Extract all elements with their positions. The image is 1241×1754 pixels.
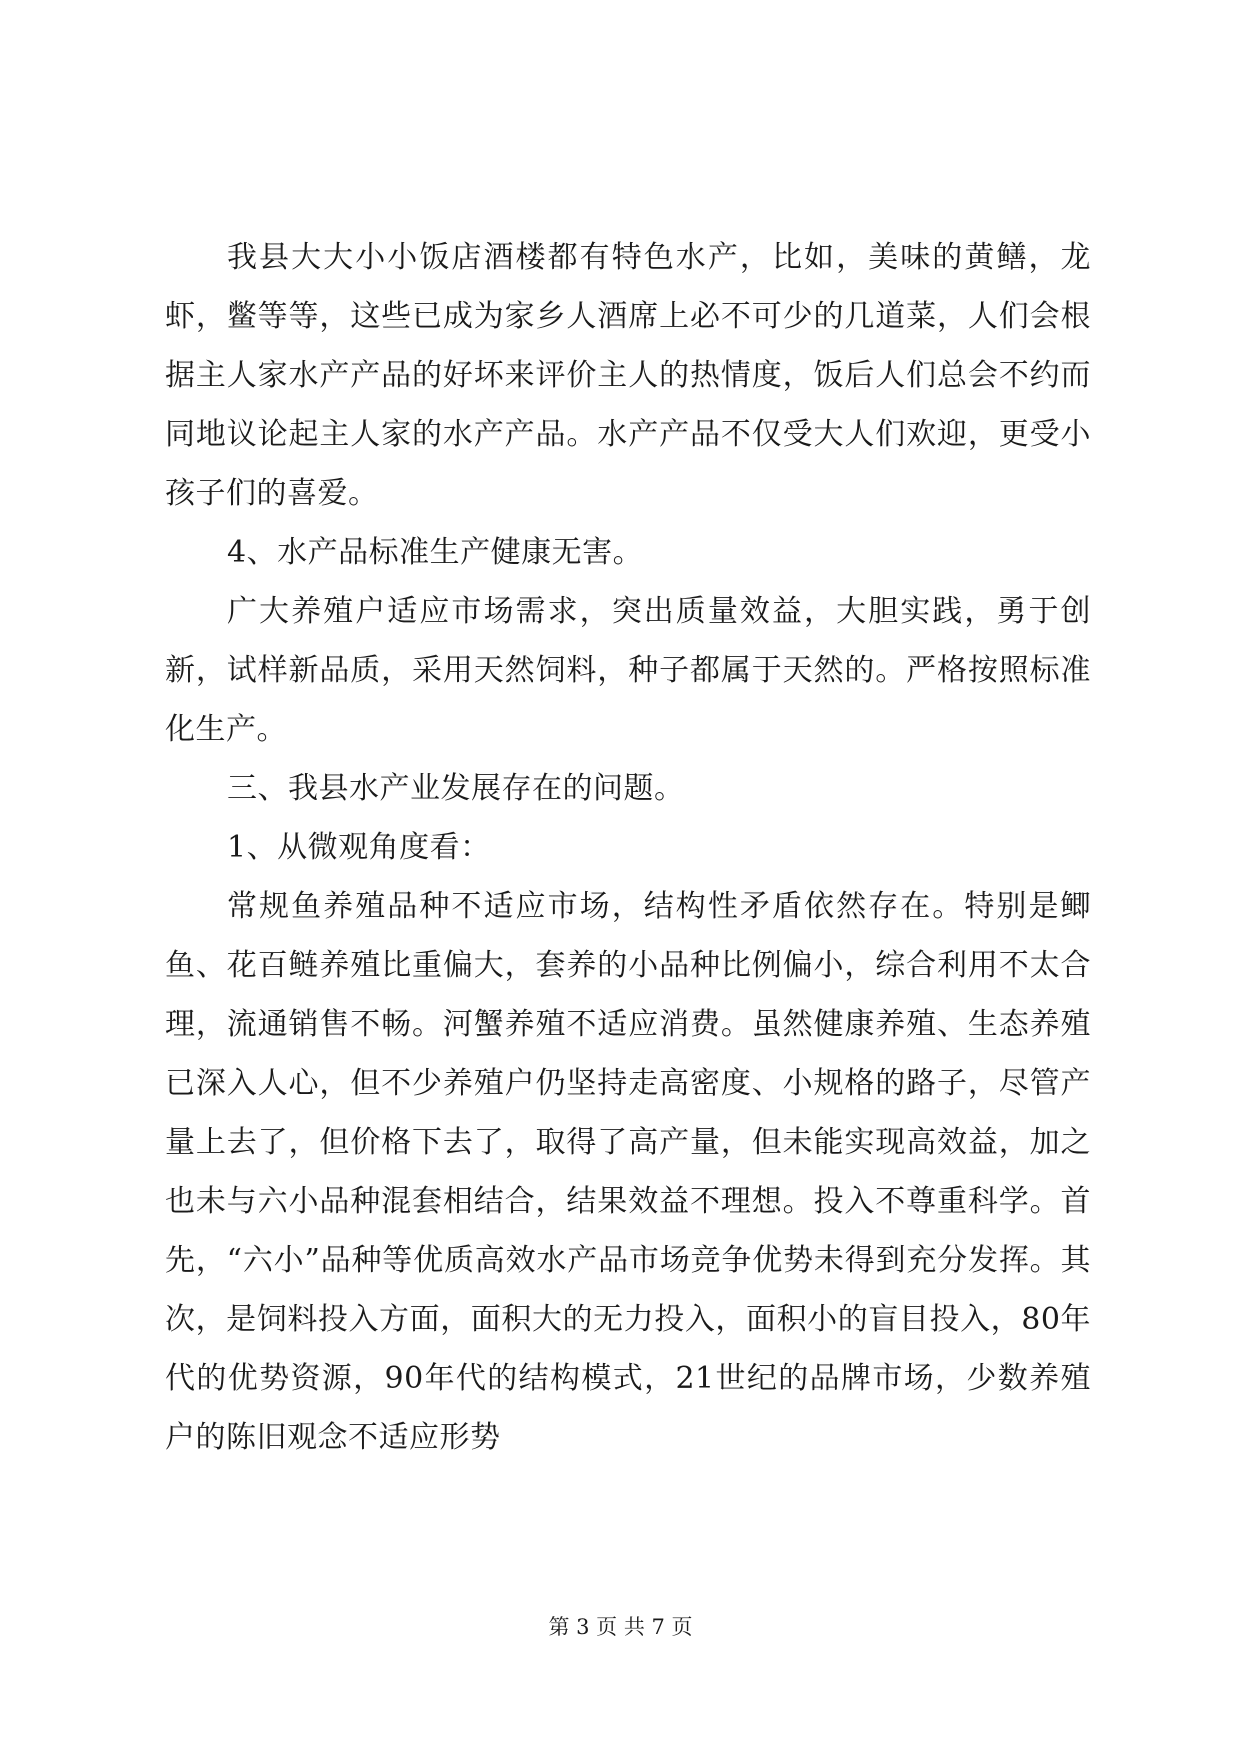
paragraph-heading-micro-perspective: 1、从微观角度看： <box>227 830 491 865</box>
paragraph-farmers-adapt-market: 广大养殖户适应市场需求，突出质量效益，大胆实践，勇于创新，试样新品质，采用天然饲料，种子都属于天然的。严格按照标准化生产。 <box>165 594 1091 747</box>
document-body <box>165 228 1091 1467</box>
page-number-footer: 第 3 页 共 7 页 <box>548 1615 693 1639</box>
paragraph-heading-standard-production: 4、水产品标准生产健康无害。 <box>227 535 644 570</box>
paragraph-restaurant-specialties: 我县大大小小饭店酒楼都有特色水产，比如，美味的黄鳝，龙虾，鳖等等，这些已成为家乡人酒席上必不可少的几道菜，人们会根据主人家水产产品的好坏来评价主人的热情度，饭后人们总会不约而同地议论起主人家的水产产品。水产产品不仅受大人们欢迎，更受小孩子们的喜爱。 <box>165 240 1091 511</box>
paragraph-heading-problems: 三、我县水产业发展存在的问题。 <box>227 771 685 806</box>
paragraph-conventional-fish-issues: 常规鱼养殖品种不适应市场，结构性矛盾依然存在。特别是鲫鱼、花百鲢养殖比重偏大，套养的小品种比例偏小，综合利用不太合理，流通销售不畅。河蟹养殖不适应消费。虽然健康养殖、生态养殖已深入人心，但不少养殖户仍坚持走高密度、小规格的路子，尽管产量上去了，但价格下去了，取得了高产量，但未能实现高效益，加之也未与六小品种混套相结合，结果效益不理想。投入不尊重科学。首先，“六小”品种等优质高效水产品市场竞争优势未得到充分发挥。其次，是饲料投入方面，面积大的无力投入，面积小的盲目投入，80年代的优势资源，90年代的结构模式，21世纪的品牌市场，少数养殖户的陈旧观念不适应形势 <box>165 889 1091 1455</box>
